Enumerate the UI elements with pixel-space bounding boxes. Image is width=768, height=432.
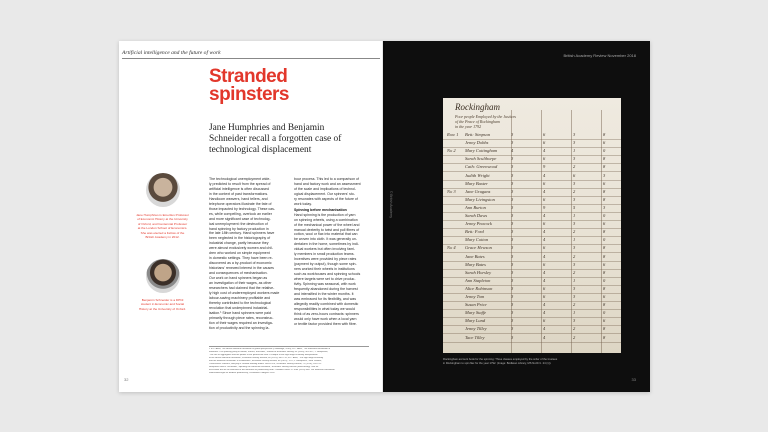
body-line: ogical displacement. Our spinners' sto-: [294, 191, 356, 196]
ledger-cell-n3: 2: [573, 326, 576, 332]
body-line: tion of productivity and the spinning la-: [209, 325, 270, 330]
ledger-cell-name: Jane Bates: [465, 253, 485, 259]
body-line: es, while compelling, overlook an earlier: [209, 211, 272, 216]
ledger-cell-n3: 2: [573, 188, 576, 194]
ledger-cell-n1: 3: [511, 221, 514, 227]
section-heading: Artificial intelligence and the future of work: [122, 50, 221, 56]
ledger-cell-n1: 4: [511, 148, 514, 154]
ledger-cell-tag: Row 1: [447, 132, 459, 137]
body-line: isation.¹ Since hand spinners were paid: [209, 310, 271, 315]
ledger-cell-name: Susan Price: [465, 302, 487, 308]
ledger-cell-n1: 3: [511, 132, 514, 137]
body-line: be woven into cloth. It was generally un-: [294, 237, 358, 242]
body-line: primarily through piece rates, reconstruc-: [209, 315, 274, 320]
caption-line: Jane Humphries is Emeritus Professor: [136, 213, 189, 217]
caption-line: She was elected a Fellow of the: [140, 230, 185, 235]
spine-gutter: [382, 41, 385, 392]
title-line: Stranded: [209, 66, 288, 87]
ledger-cell-n2: 4: [543, 302, 546, 308]
body-line: revolution that underpinned industrial-: [209, 305, 269, 310]
body-line: dertaken in the home, sometimes by indi-: [294, 242, 359, 247]
ledger-cell-n2: 6: [543, 140, 546, 146]
ledger-cell-n3: 3: [573, 245, 576, 251]
footnote-line: Miniature: The spinning jenny in Britain, France, and India', Journal of Economic History, 69 (2009), 901-927; J. Humphries,: [209, 351, 329, 353]
ledger-cell-name: Mary Staffe: [465, 310, 487, 316]
ledger-cell-n3: 2: [573, 269, 576, 275]
body-line: ly members in small production teams.: [294, 252, 355, 257]
body-line: in domestic settings. They have been re-: [209, 256, 273, 261]
body-line: and intensified in the winter months. It: [294, 291, 354, 296]
ledger-cell-n2: 6: [543, 180, 546, 186]
ledger-cell-n3: 2: [573, 334, 576, 340]
ledger-cell-name: Mary Baxter: [465, 180, 488, 186]
ledger-heading: Rockingham: [455, 102, 500, 112]
body-line: in the context of past transformations.: [209, 191, 269, 196]
ledger-cell-n2: 6: [543, 132, 546, 137]
ledger-cell-n2: 4: [543, 229, 546, 235]
body-line: ical unemployment: the destruction of: [209, 221, 268, 226]
body-line: where targets were set to drive produc-: [294, 277, 356, 282]
ledger-cell-name: Mary Livingston: [465, 196, 495, 202]
ledger-cell-n1: 3: [511, 229, 514, 235]
author-caption-jane-humphries: [127, 213, 198, 239]
body-line: cotton, wool or flax into material that can: [294, 232, 358, 237]
ledger-cell-name: Mary Bates: [465, 261, 486, 267]
body-line: researchers had claimed that the relative-: [209, 285, 275, 290]
ledger-cell-n3: 3: [573, 285, 576, 291]
ledger-cell-tag: No 3: [447, 188, 456, 194]
footnotes: [209, 348, 369, 375]
ledger-cell-n4: 6: [603, 221, 606, 227]
ledger-cell-n3: 3: [573, 196, 576, 202]
ledger-cell-n4: 8: [603, 229, 606, 235]
left-page: [119, 41, 383, 392]
body-line: on spinning wheels, using a combination: [294, 217, 358, 222]
ledger-cell-name: Alice Robinson: [465, 285, 493, 291]
footnote-line: accessible text for an overview of the literature on productivity from 'Crowded Views 37 June (2018) and 'The Industrial Revolution: [209, 369, 335, 371]
ledger-cell-n2: 4: [543, 237, 546, 243]
header-rule: [122, 58, 380, 59]
body-line: responsibilities in what today we would: [294, 306, 355, 311]
ledger-cell-n2: 4: [543, 213, 546, 218]
ledger-cell-n3: 1: [573, 310, 576, 316]
ledger-cell-n2: 9: [543, 204, 546, 210]
body-line: thereby contributed to the technological: [209, 300, 271, 305]
body-line: manual dexterity to twist and pull fibres of: [294, 227, 360, 232]
caption-line: British Academy in 2012.: [145, 235, 180, 240]
caption-line: Rockingham account book for the spinning: Three classes employed by the order of the trustees: [443, 358, 558, 361]
caption-line: of Economic History at the University: [137, 217, 188, 222]
footnote-line: Confessions: workers, and pay in London building trades 1800-1920', Economic History Review, 71 (2018), 932-212.: [209, 363, 322, 365]
ledger-cell-n1: 3: [511, 302, 514, 308]
ledger-cell-n3: 2: [573, 302, 576, 308]
ledger-cell-n3: 3: [573, 294, 576, 299]
ledger-cell-n4: 0: [603, 277, 606, 283]
ledger-cell-n4: 8: [603, 269, 606, 275]
ledger-cell-name: Mary Cotton: [465, 237, 489, 243]
author-portrait-benjamin-schneider: [146, 259, 180, 293]
caption-line: in Rockingham to spin flax for the year 1792. (Image: Bodleian Library, MS North b. 24 (1)).: [443, 361, 552, 365]
author-caption-benjamin-schneider: [127, 298, 198, 311]
ledger-cell-n1: 3: [511, 172, 514, 178]
ledger-cell-name: Jane Grugans: [465, 188, 491, 194]
ledger-cell-n1: 3: [511, 164, 514, 170]
standfirst-line: technological displacement: [209, 145, 312, 155]
ledger-cell-n2: 4: [543, 172, 546, 178]
section-subheading: Spinning before mechanisation: [294, 207, 347, 212]
body-line: frequently abandoned during the harvest: [294, 286, 358, 291]
ledger-cell-n1: 3: [511, 334, 514, 340]
ledger-cell-name: Judith Wright: [465, 172, 490, 178]
ledger-cell-n3: 6: [573, 172, 576, 178]
image-caption: [443, 358, 623, 366]
ledger-cell-n4: 8: [603, 326, 606, 332]
body-line: those impacted by technology. These cas-: [209, 206, 276, 211]
running-head: British Academy Review November 2018: [563, 53, 636, 58]
body-line: such as workhouses and spinning schools: [294, 272, 361, 277]
ledger-cell-n3: 1: [573, 213, 576, 218]
ledger-cell-n4: 8: [603, 302, 606, 308]
ledger-cell-name: Jenny Peacock: [465, 221, 492, 227]
body-line: telephone operators illustrate the fate of: [209, 201, 272, 206]
body-line: tion of their wages required an investiga-: [209, 320, 273, 325]
body-line: The technological unemployment wide-: [209, 177, 271, 181]
body-line: historians' renewed interest in the causes: [209, 266, 274, 271]
ledger-cell-n4: 8: [603, 132, 606, 137]
ledger-cell-n2: 6: [543, 156, 546, 162]
ledger-cell-name: Jenny Tilley: [465, 326, 487, 332]
ledger-cell-name: Ann Stapleton: [465, 277, 491, 283]
ledger-cell-n1: 3: [511, 237, 514, 243]
ledger-cell-n1: 3: [511, 261, 514, 267]
body-line: of the mechanical power of the wheel and: [294, 222, 360, 227]
ledger-cell-n2: 4: [543, 148, 546, 154]
ledger-cell-n4: 8: [603, 285, 606, 291]
body-line: hand spinning by factory production in: [209, 226, 269, 231]
ledger-cell-n1: 3: [511, 326, 514, 332]
ledger-cell-n1: 3: [511, 294, 514, 299]
ledger-cell-n2: 4: [543, 253, 546, 259]
body-line: artificial intelligence is often discussed: [209, 186, 269, 191]
ledger-cell-n3: 1: [573, 237, 576, 243]
magazine-spread: [119, 41, 650, 392]
ledger-cell-n2: 6: [543, 318, 546, 324]
ledger-cell-n2: 9: [543, 164, 546, 170]
body-line: dren who worked on simple equipment: [209, 251, 270, 256]
ledger-cell-n4: 8: [603, 245, 606, 251]
ledger-cell-name: Bett: Ford: [465, 229, 484, 235]
body-line: an investigation of their wages, as other: [209, 281, 272, 286]
ledger-cell-n4: 0: [603, 213, 606, 218]
ledger-cell-name: Jenny Tom: [465, 294, 485, 299]
ledger-subheading-line: of the Peace of Rockingham: [455, 119, 500, 124]
body-line: of the scale and implications of technol-: [294, 186, 357, 191]
title-line: spinsters: [209, 84, 289, 105]
body-line: the late 18th century. Hand spinners have: [209, 231, 275, 236]
ledger-cell-n3: 2: [573, 229, 576, 235]
ledger-cell-n3: 3: [573, 318, 576, 324]
ledger-cell-n3: 3: [573, 180, 576, 186]
body-line: bour process. This led to a comparison of: [294, 177, 359, 181]
body-line: discovered as a by-product of economic: [209, 261, 272, 266]
ledger-cell-n4: 6: [603, 294, 606, 299]
ledger-subheading: [455, 114, 605, 129]
author-portrait-jane-humphries: [146, 173, 180, 207]
ledger-cell-n2: 4: [543, 277, 546, 283]
ledger-cell-n4: 6: [603, 180, 606, 186]
body-line: work today.: [294, 201, 312, 206]
ledger-cell-n1: 3: [511, 180, 514, 186]
ledger-cell-n2: 4: [543, 269, 546, 275]
vertical-credit: © British Academy: [389, 191, 393, 218]
page-number-right: 33: [631, 377, 636, 382]
ledger-cell-n1: 3: [511, 196, 514, 202]
standfirst-line: Jane Humphries and Benjamin: [209, 123, 325, 133]
ledger-cell-n1: 3: [511, 310, 514, 316]
body-line: vidual workers but often involving fami-: [294, 247, 356, 252]
ledger-cell-tag: No 2: [447, 148, 456, 154]
ledger-cell-n1: 3: [511, 285, 514, 291]
body-line: Incentives were provided by piece rates: [294, 257, 357, 262]
ledger-cell-n4: 0: [603, 237, 606, 243]
ledger-cell-name: Tace Tilley: [465, 334, 485, 340]
ledger-cell-n1: 3: [511, 140, 514, 146]
ledger-cell-n2: 4: [543, 334, 546, 340]
footnote-line: 'The lure of aggregates and the pitfalls of the patriarchal view: a critique of the high wage economy interpretation: [209, 354, 318, 356]
body-line: tivity. Spinning was seasonal, with work: [294, 282, 356, 287]
ledger-cell-n4: 8: [603, 253, 606, 259]
ledger-cell-name: Sarah Daws: [465, 213, 488, 218]
ledger-cell-n1: 3: [511, 277, 514, 283]
body-line: Our work on hand spinners began as: [209, 276, 268, 281]
footnote-line: Humphries and B. Schneider, 'Spinning the industrial revolution', Economic History Review (forthcoming). See an: [209, 366, 319, 368]
body-line: ners worked their wheels in institutions: [294, 267, 355, 272]
ledger-cell-name: Sarah Horsley: [465, 269, 492, 275]
body-line: think of as zero-hours contracts: spinners: [294, 311, 359, 316]
body-line: labour-saving machinery profitable and: [209, 295, 271, 300]
ledger-cell-n1: 3: [511, 213, 514, 218]
ledger-cell-n4: 0: [603, 310, 606, 316]
ledger-cell-name: Mary Lund: [465, 318, 486, 324]
ledger-cell-n4: 8: [603, 156, 606, 162]
caption-line: of Oxford, and Centennial Professor: [137, 221, 188, 226]
body-column-2: [294, 177, 370, 327]
caption-line: History at the University of Oxford.: [138, 306, 187, 311]
ledger-subheading-line: in the year 1792: [455, 124, 482, 129]
footnote-line: 1 R.C. Allen, The British industrial revolution in global perspective (Cambridge, 2009); R.C. Allen, 'The Industrial Revolution in: [209, 348, 331, 350]
body-line: been neglected in the historiography of: [209, 236, 271, 241]
ledger-cell-tag: No 4: [447, 245, 456, 251]
ledger-cell-n3: 5: [573, 204, 576, 210]
ledger-cell-name: Bett: Simpson: [465, 132, 491, 137]
ledger-cell-n1: 3: [511, 269, 514, 275]
body-line: Handloom weavers, hand tellers, and: [209, 196, 268, 201]
footnote-line: and the industrial revolution: a restatement', Economic History Review, 68 (2015), 1-22; J. Humphries, 'Stan' Weberr,: [209, 360, 322, 362]
body-line: ly predicted to result from the spread of: [209, 181, 271, 186]
ledger-cell-n4: 6: [603, 261, 606, 267]
ledger-cell-n2: 4: [543, 310, 546, 316]
ledger-row: [447, 335, 617, 344]
ledger-cell-n1: 3: [511, 156, 514, 162]
body-line: ry resonates with aspects of the future of: [294, 196, 358, 201]
ledger-cell-n4: 8: [603, 164, 606, 170]
body-line: were almost exclusively women and chil-: [209, 246, 274, 251]
ledger-cell-n2: 6: [543, 245, 546, 251]
ledger-cell-n1: 3: [511, 318, 514, 324]
ledger-cell-n1: 3: [511, 253, 514, 259]
ledger-image: [443, 98, 621, 353]
body-line: ly high cost of underemployed workers made: [209, 290, 280, 295]
body-line: and more significant case of technolog-: [209, 216, 271, 221]
ledger-subheading-line: Poor people Employed by the Justices: [455, 114, 516, 119]
article-title: [209, 68, 369, 104]
ledger-cell-n3: 3: [573, 221, 576, 227]
ledger-cell-n3: 2: [573, 164, 576, 170]
ledger-cell-n3: 3: [573, 156, 576, 162]
ledger-cell-n4: 6: [603, 318, 606, 324]
body-line: (payment by output), though some spin-: [294, 262, 357, 267]
ledger-cell-n3: 1: [573, 277, 576, 283]
ledger-cell-n4: 3: [603, 172, 606, 178]
ledger-cell-n1: 3: [511, 245, 514, 251]
standfirst-line: Schneider recall a forgotten case of: [209, 134, 342, 144]
ledger-cell-n2: 4: [543, 326, 546, 332]
ledger-cell-name: Jenny Dobbs: [465, 140, 489, 146]
ledger-cell-n2: 6: [543, 285, 546, 291]
ledger-cell-n3: 3: [573, 261, 576, 267]
page-number-left: 32: [124, 377, 129, 382]
footnote-line: understated light on modern productivity', Economist 4 August 2018.: [209, 372, 275, 374]
ledger-cell-n1: 3: [511, 188, 514, 194]
ledger-cell-n1: 3: [511, 204, 514, 210]
footnote-rule: [209, 346, 369, 347]
ledger-cell-name: Sarah Sculthorpe: [465, 156, 497, 162]
ledger-cell-name: Mary Cottingham: [465, 148, 498, 154]
ledger-cell-n4: 8: [603, 334, 606, 340]
body-line: allegedly readily combined with domestic: [294, 301, 359, 306]
standfirst: [209, 123, 369, 156]
ledger-cell-name: Grace Hewson: [465, 245, 492, 251]
body-line: was embraced for its flexibility, and was: [294, 296, 357, 301]
ledger-cell-n2: 6: [543, 221, 546, 227]
ledger-cell-n3: 2: [573, 253, 576, 259]
body-line: Hand spinning is the production of yarn: [294, 212, 356, 217]
ledger-cell-n2: 6: [543, 261, 546, 267]
caption-line: student in Economic and Social: [140, 302, 185, 307]
footnote-line: of the British industrial revolution', Economic History Review, 66 (2013), 693-714; R.C. Allen, 'The high wage economy: [209, 357, 324, 359]
body-line: industrial change, partly because they: [209, 241, 269, 246]
body-line: hand and factory work and an assessment: [294, 181, 361, 186]
ledger-cell-n3: 3: [573, 132, 576, 137]
ledger-cell-n4: 0: [603, 148, 606, 154]
ledger-cell-n4: 8: [603, 196, 606, 202]
body-line: and consequences of mechanisation.: [209, 271, 268, 276]
ledger-cell-name: Ann Burton: [465, 204, 486, 210]
ledger-cell-n4: 8: [603, 188, 606, 194]
caption-line: at the London School of Economics.: [137, 226, 188, 231]
ledger-cell-n4: 6: [603, 140, 606, 146]
ledger-cell-n2: 6: [543, 196, 546, 202]
ledger-cell-n2: 6: [543, 294, 546, 299]
ledger-cell-n3: 1: [573, 148, 576, 154]
caption-line: Benjamin Schneider is a DPhil: [141, 298, 184, 302]
ledger-cell-name: Cath: Greenwood: [465, 164, 498, 170]
body-line: or textile factor provided them with fibre.: [294, 321, 357, 326]
ledger-cell-n3: 3: [573, 140, 576, 146]
body-line: would only have work when a local yarn: [294, 316, 357, 321]
ledger-cell-n4: 3: [603, 204, 606, 210]
ledger-cell-n2: 4: [543, 188, 546, 194]
body-column-1: [209, 177, 281, 331]
right-page: [383, 41, 650, 392]
